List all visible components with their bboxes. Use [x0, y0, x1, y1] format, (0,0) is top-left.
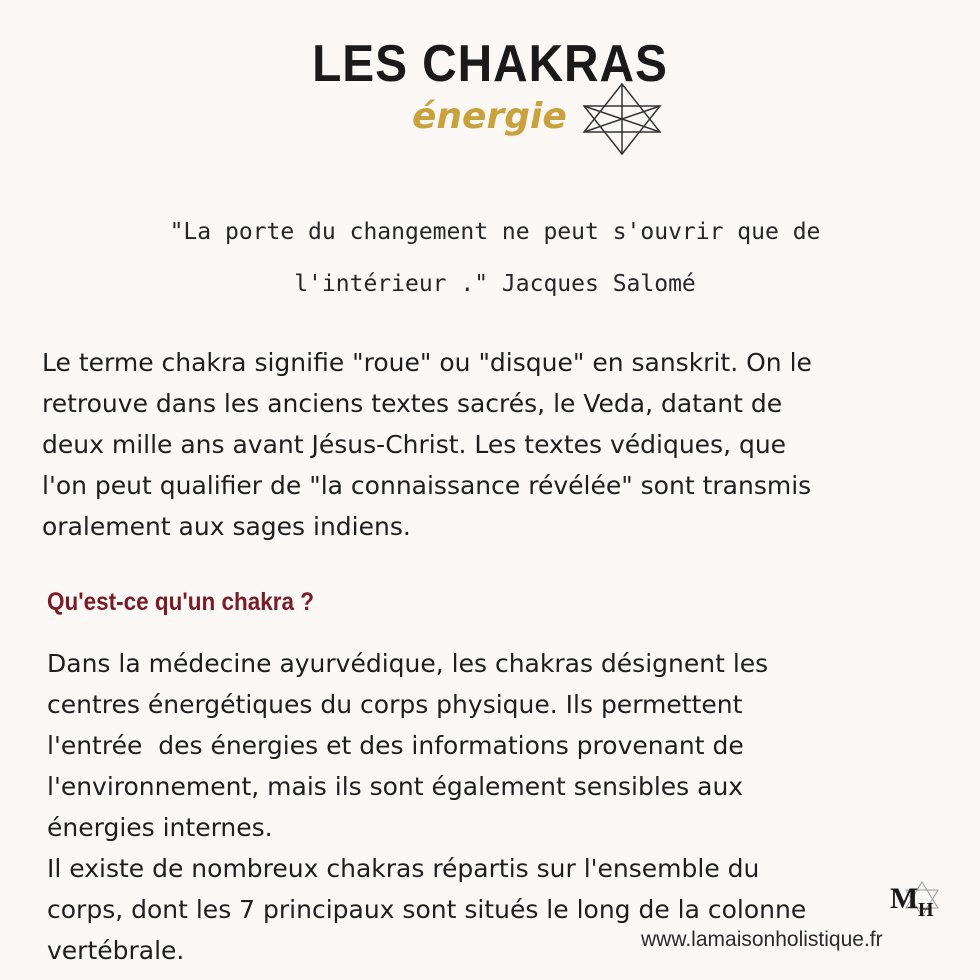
intro-line: oralement aux sages indiens. — [42, 512, 411, 541]
section-line: centres énergétiques du corps physique. Ils permettent — [47, 690, 743, 719]
intro-paragraph — [42, 342, 942, 547]
section-heading: Qu'est-ce qu'un chakra ? — [47, 588, 315, 616]
intro-line: deux mille ans avant Jésus-Christ. Les textes védiques, que — [42, 430, 787, 459]
intro-line: l'on peut qualifier de "la connaissance révélée" sont transmis — [42, 471, 812, 500]
quote-line: "La porte du changement ne peut s'ouvrir que de — [169, 219, 821, 245]
merkaba-star-icon — [580, 82, 664, 156]
intro-line: retrouve dans les anciens textes sacrés, le Veda, datant de — [42, 389, 783, 418]
section-line: corps, dont les 7 principaux sont situés le long de la colonne — [47, 895, 807, 924]
page-subtitle: énergie — [412, 96, 567, 137]
section-line: l'environnement, mais ils sont également sensibles aux — [47, 772, 744, 801]
svg-text:H: H — [918, 899, 934, 921]
section-line: vertébrale. — [47, 936, 185, 965]
section-line: Dans la médecine ayurvédique, les chakras désignent les — [47, 649, 769, 678]
section-line: Il existe de nombreux chakras répartis sur l'ensemble du — [47, 854, 760, 883]
section-paragraph — [47, 643, 907, 971]
section-line: l'entrée des énergies et des informations provenant de — [47, 731, 744, 760]
page-title: LES CHAKRAS — [312, 35, 668, 93]
section-line: énergies internes. — [47, 813, 273, 842]
svg-text:M: M — [890, 882, 919, 915]
quote-line: l'intérieur ." Jacques Salomé — [294, 271, 696, 297]
brand-logo — [888, 878, 940, 922]
website-link[interactable]: www.lamaisonholistique.fr — [641, 928, 883, 951]
intro-line: Le terme chakra signifie "roue" ou "disque" en sanskrit. On le — [42, 348, 812, 377]
quote — [60, 206, 930, 310]
